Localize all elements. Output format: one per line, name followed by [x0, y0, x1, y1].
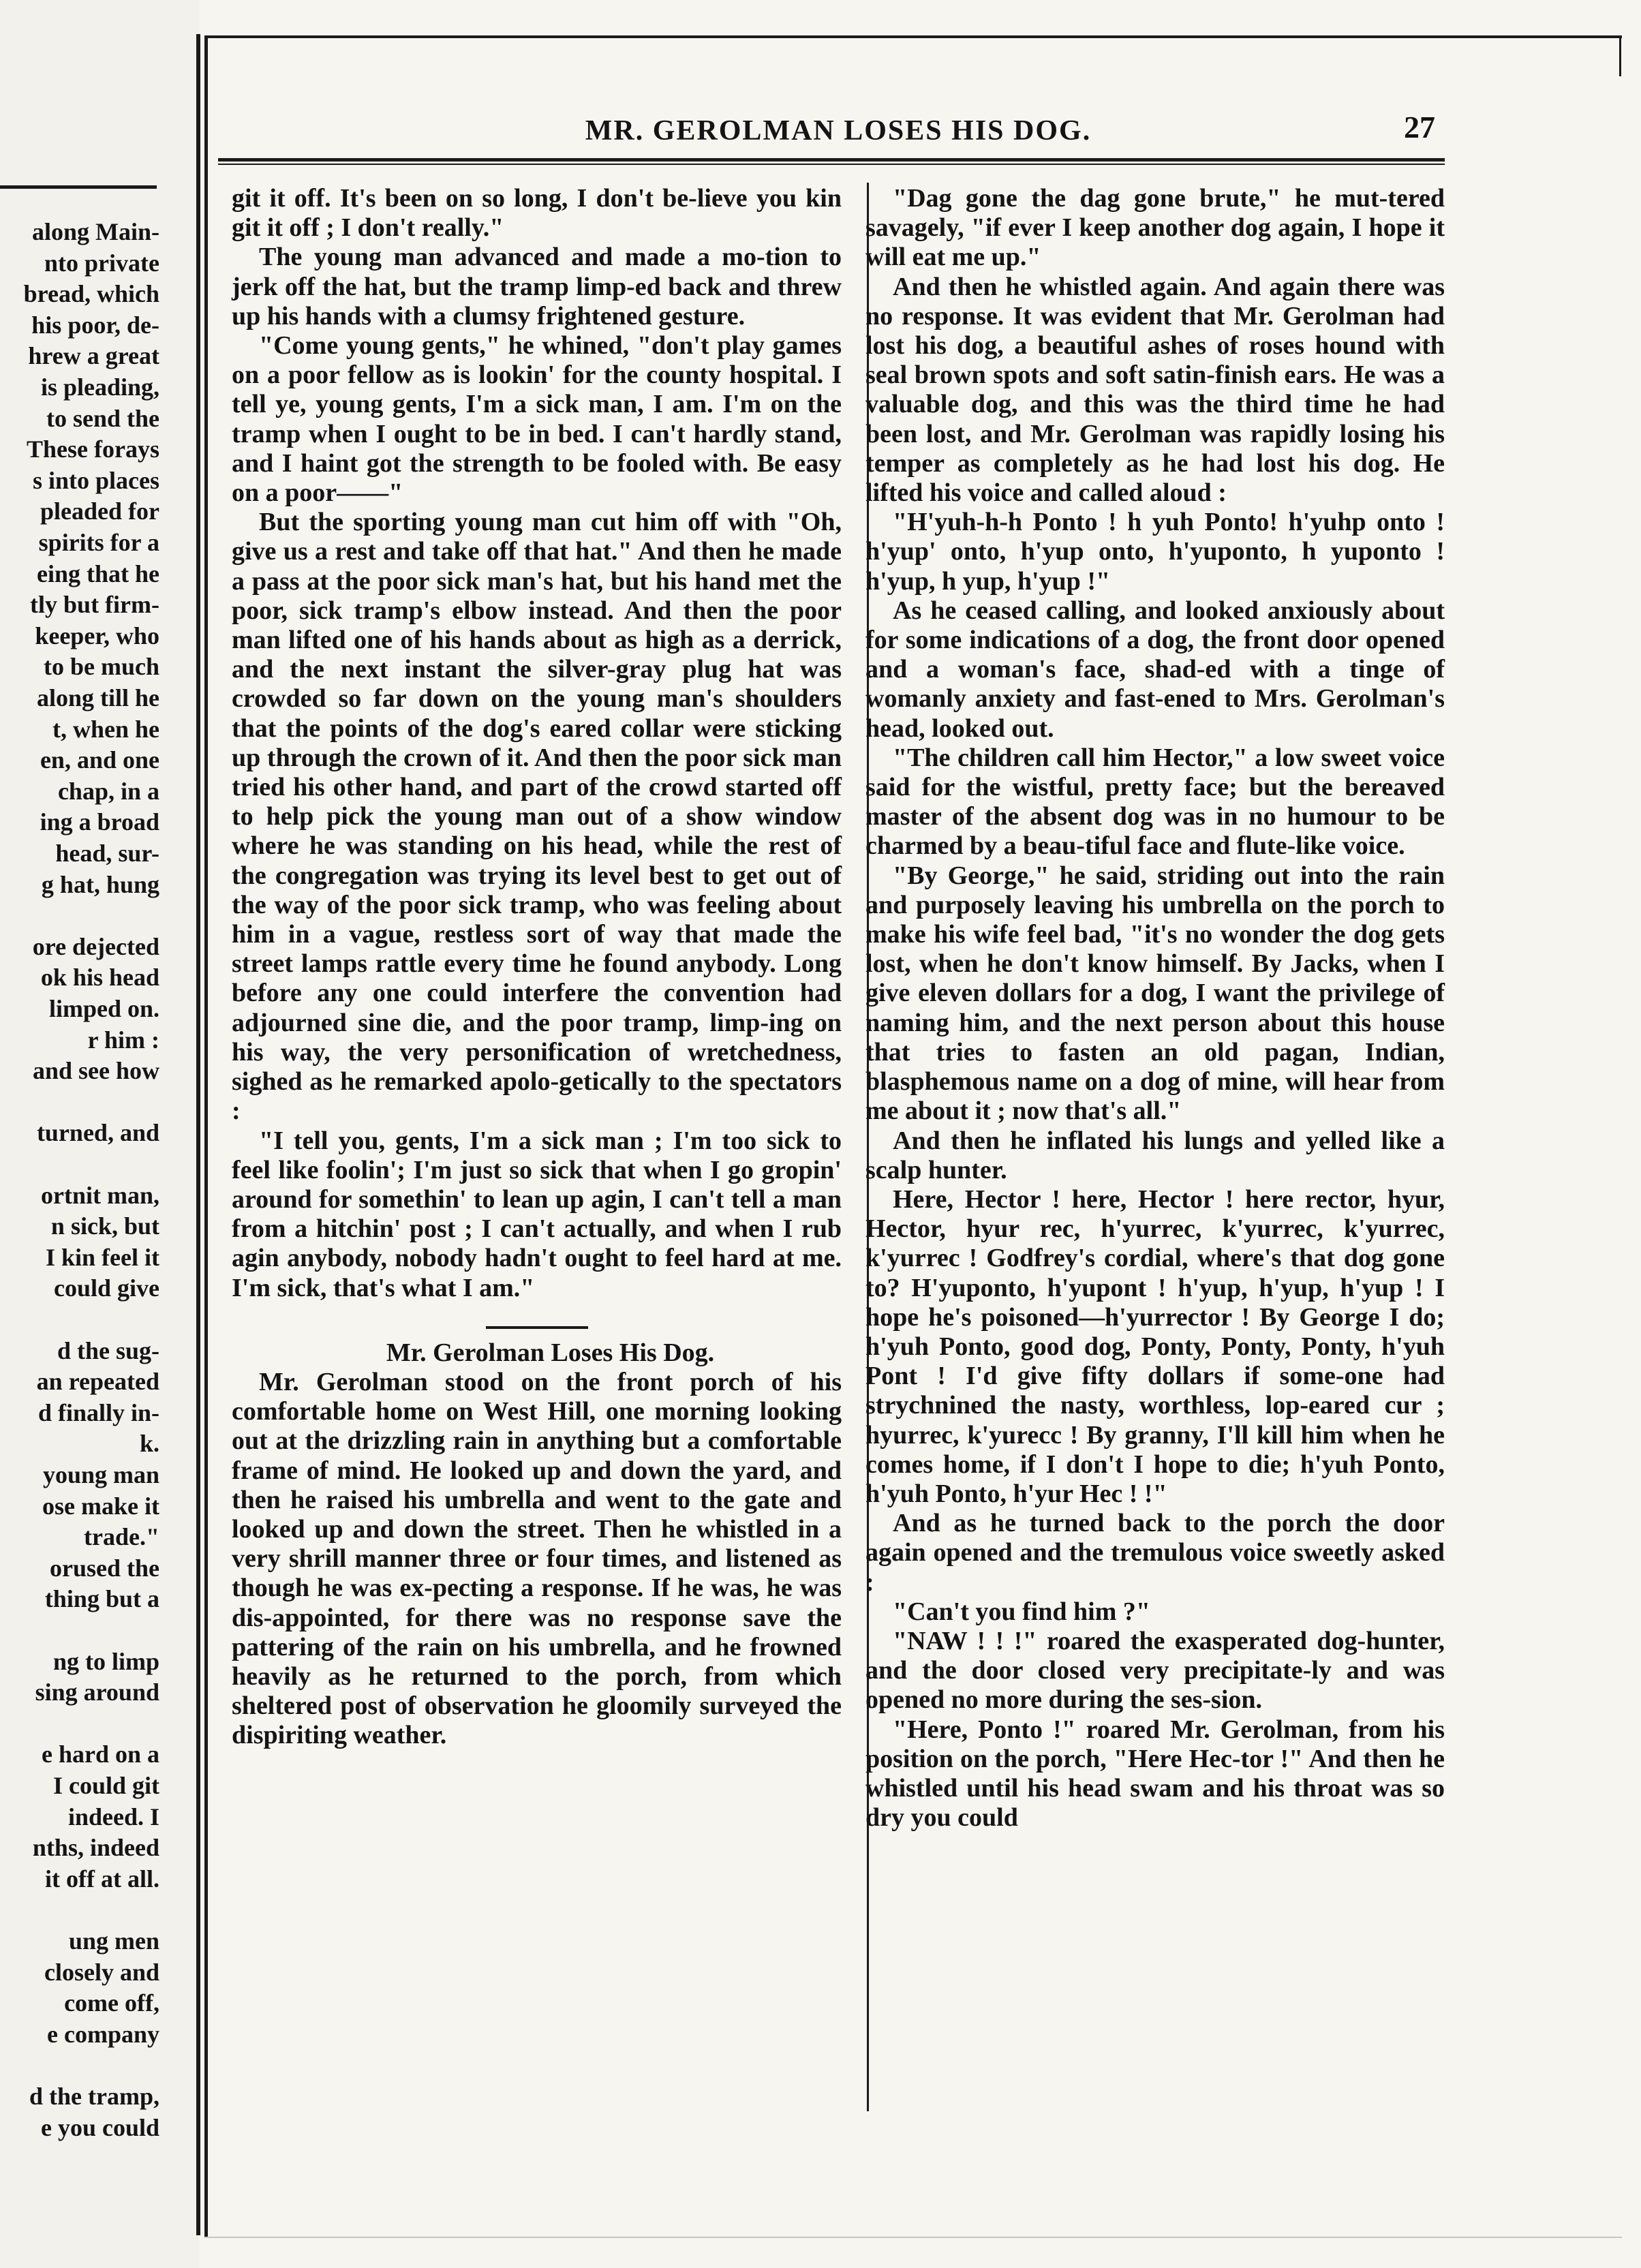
paragraph: git it off. It's been on so long, I don't be-lieve you kin git it off ; I don't really."	[232, 184, 842, 243]
fragment-line: g hat, hung	[41, 870, 159, 898]
paragraph: "Dag gone the dag gone brute," he mut-tered savagely, "if ever I keep another dog again, I hope it will eat me up."	[865, 184, 1445, 272]
fragment-line: thing but a	[44, 1585, 159, 1613]
previous-page-fragment	[0, 0, 199, 2268]
fragment-line: e hard on a	[41, 1741, 159, 1768]
fragment-line: ortnit man,	[41, 1181, 159, 1209]
fragment-line: I could git	[52, 1772, 159, 1799]
fragment-line: ung men	[68, 1927, 159, 1955]
page-border-right	[1619, 35, 1621, 76]
paragraph: Here, Hector ! here, Hector ! here rector, hyur, Hector, hyur rec, h'yurrec, k'yurrec, k'yurrec, k'yurrec ! Godfrey's cordial, where's that dog gone to? H'yuponto, h'yupont ! h'yup, h'yup, h'yup ! I hope he's poisoned—h'yurrector ! By George I do; h'yuh Ponto, good dog, Ponty, Ponty, Ponty, h'yuh Pont ! I'd give fifty dollars if some-one had strychnined the nasty, worthless, lop-eared cur ; hyurrec, k'yurecc ! By granny, I'll kill him when he comes home, if I don't I hope to die; h'yuh Ponto, h'yuh Ponto, h'yur Hec ! !"	[865, 1184, 1445, 1508]
fragment-line: limped on.	[48, 995, 159, 1022]
fragment-line: to send the	[46, 404, 159, 432]
fragment-line: eing that he	[37, 560, 159, 587]
paragraph: As he ceased calling, and looked anxiously about for some indications of a dog, the front door opened and a woman's face, shad-ed with a tinge of womanly anxiety and fast-ened to Mrs. Gerolman's head, looked out.	[865, 596, 1445, 743]
fragment-line: en, and one	[40, 746, 159, 774]
section-heading: Mr. Gerolman Loses His Dog.	[386, 1338, 715, 1367]
text-column-right	[865, 184, 1445, 1833]
paragraph: "Here, Ponto !" roared Mr. Gerolman, from his position on the porch, "Here Hec-tor !" And then he whistled until his head swam and his throat was so dry you could	[865, 1715, 1445, 1833]
paragraph: "Come young gents," he whined, "don't play games on a poor fellow as is lookin' for the county hospital. I tell ye, young gents, I'm a sick man, I am. I'm on the tramp when I ought to be in bed. I can't hardly stand, and I haint got the strength to be fooled with. Be easy on a poor——"	[232, 331, 842, 508]
paragraph: The young man advanced and made a mo-tion to jerk off the hat, but the tramp limp-ed back and threw up his hands with a clumsy frightened gesture.	[232, 243, 842, 331]
fragment-line: d the tramp,	[29, 2083, 159, 2110]
running-header-title: MR. GEROLMAN LOSES HIS DOG.	[585, 115, 1092, 147]
paragraph: And then he whistled again. And again there was no response. It was evident that Mr. Gerolman had lost his dog, a beautiful ashes of roses hound with seal brown spots and soft satin-finish ears. He was a valuable dog, and this was the third time he had been lost, and Mr. Gerolman was rapidly losing his temper as completely as he had lost his dog. He lifted his voice and called aloud :	[865, 272, 1445, 508]
paragraph: But the sporting young man cut him off with "Oh, give us a rest and take off that hat." And then he made a pass at the poor sick man's hat, but his hand met the poor, sick tramp's elbow instead. And then the poor man lifted one of his hands about as high as a derrick, and the next instant the silver-gray plug hat was crowded so far down on the young man's shoulders that the points of the dog's eared collar were sticking up through the crown of it. And then the poor sick man tried his other hand, and part of the crowd started off to help pick the young man out of a show window where he was standing on his head, while the rest of the congregation was trying its level best to get out of the way of the poor sick tramp, who was feeling about him in a vague, restless sort of way that made the street lamps rattle every time he found anybody. Long before any one could interfere the convention had adjourned sine die, and the poor tramp, limp-ing on his way, the very personification of wretchedness, sighed as he remarked apolo-getically to the spectators :	[232, 508, 842, 1126]
fragment-line: could give	[53, 1274, 159, 1302]
fragment-line: ose make it	[42, 1492, 159, 1520]
fragment-line: turned, and	[36, 1119, 159, 1147]
fragment-line: n sick, but	[50, 1212, 159, 1240]
fragment-line: come off,	[64, 1989, 159, 2017]
paragraph: "Can't you find him ?"	[893, 1597, 1150, 1626]
fragment-line: d the sug-	[57, 1336, 159, 1364]
fragment-header-rule	[0, 185, 157, 189]
fragment-line: nto private	[44, 249, 159, 277]
paragraph: "By George," he said, striding out into the rain and purposely leaving his umbrella on the porch to make his wife feel bad, "it's no wonder the dog gets lost, when he don't know himself. By Jacks, when I give eleven dollars for a dog, I want the privilege of naming him, and the next person about this house that tries to fasten an old pagan, Indian, blasphemous name on a dog of mine, will hear from me about it ; now that's all."	[865, 861, 1445, 1126]
page-border-left	[204, 35, 208, 2237]
fragment-line: d finally in-	[37, 1398, 159, 1426]
fragment-line: s into places	[32, 466, 159, 494]
header-rule	[218, 158, 1445, 162]
fragment-line: e company	[47, 2020, 159, 2048]
fragment-line: ing a broad	[40, 808, 159, 836]
fragment-line: spirits for a	[38, 529, 159, 556]
fragment-line: k.	[139, 1430, 159, 1458]
fragment-line: r him :	[87, 1026, 159, 1054]
fragment-line: bread, which	[23, 280, 159, 308]
page-number: 27	[1404, 110, 1435, 144]
fragment-line: tly but firm-	[30, 591, 159, 619]
fragment-line: I kin feel it	[46, 1243, 159, 1271]
text-column-left	[232, 184, 842, 1751]
fragment-line: e you could	[40, 2113, 159, 2141]
fragment-line: hrew a great	[28, 342, 159, 370]
section-divider	[486, 1326, 588, 1329]
fragment-line: young man	[42, 1461, 159, 1488]
fragment-line: pleaded for	[40, 497, 159, 525]
fragment-line: to be much	[44, 653, 159, 681]
paragraph: And then he inflated his lungs and yelled like a scalp hunter.	[865, 1126, 1445, 1184]
page-bottom-edge	[204, 2237, 1622, 2238]
fragment-line: ok his head	[40, 964, 159, 992]
fragment-line: chap, in a	[57, 777, 159, 805]
fragment-line: it off at all.	[45, 1865, 159, 1892]
fragment-line: closely and	[44, 1958, 159, 1986]
previous-page-border	[196, 34, 200, 2235]
header-rule-thin	[218, 164, 1445, 165]
paragraph: "NAW ! ! !" roared the exasperated dog-hunter, and the door closed very precipitate-ly and was opened no more during the ses-sion.	[865, 1626, 1445, 1715]
fragment-line: along till he	[36, 684, 159, 711]
fragment-line: trade."	[84, 1523, 159, 1551]
fragment-line: and see how	[32, 1057, 159, 1085]
fragment-line: These forays	[27, 435, 159, 463]
fragment-line: an repeated	[36, 1368, 159, 1396]
paragraph: "H'yuh-h-h Ponto ! h yuh Ponto! h'yuhp onto ! h'yup' onto, h'yup onto, h'yuponto, h yuponto ! h'yup, h yup, h'yup !"	[865, 508, 1445, 596]
paragraph: "I tell you, gents, I'm a sick man ; I'm too sick to feel like foolin'; I'm just so sick that when I go gropin' around for somethin' to lean up agin, I can't tell a man from a hitchin' post ; I can't actually, and when I rub agin anybody, nobody hadn't ought to feel hard at me. I'm sick, that's what I am."	[232, 1126, 842, 1302]
fragment-line: keeper, who	[35, 622, 159, 649]
fragment-line: along Main-	[31, 218, 159, 245]
fragment-line: t, when he	[52, 715, 159, 743]
fragment-line: ore dejected	[32, 932, 159, 960]
paragraph: And as he turned back to the porch the door again opened and the tremulous voice sweetly asked :	[865, 1509, 1445, 1597]
fragment-line: sing around	[35, 1679, 159, 1706]
fragment-line: orused the	[50, 1554, 159, 1582]
paragraph: Mr. Gerolman stood on the front porch of his comfortable home on West Hill, one morning looking out at the drizzling rain in anything but a comfortable frame of mind. He looked up and down the yard, and then he raised his umbrella and went to the gate and looked up and down the street. Then he whistled in a very shrill manner three or four times, and listened as though he was ex-pecting a response. If he was, he was dis-appointed, for there was no response save the pattering of the rain on his umbrella, and he frowned heavily as he returned to the porch, from which sheltered post of observation he gloomily surveyed the dispiriting weather.	[232, 1367, 842, 1750]
fragment-line: indeed. I	[67, 1803, 159, 1830]
paragraph: "The children call him Hector," a low sweet voice said for the wistful, pretty face; but the bereaved master of the absent dog was in no humour to be charmed by a beau-tiful face and flute-like voice.	[865, 743, 1445, 861]
fragment-line: his poor, de-	[31, 311, 159, 339]
fragment-line: head, sur-	[55, 840, 159, 867]
fragment-line: ng to limp	[52, 1647, 159, 1675]
fragment-line: is pleading,	[40, 373, 159, 401]
fragment-line: nths, indeed	[32, 1834, 159, 1862]
page-border-top	[204, 35, 1622, 38]
